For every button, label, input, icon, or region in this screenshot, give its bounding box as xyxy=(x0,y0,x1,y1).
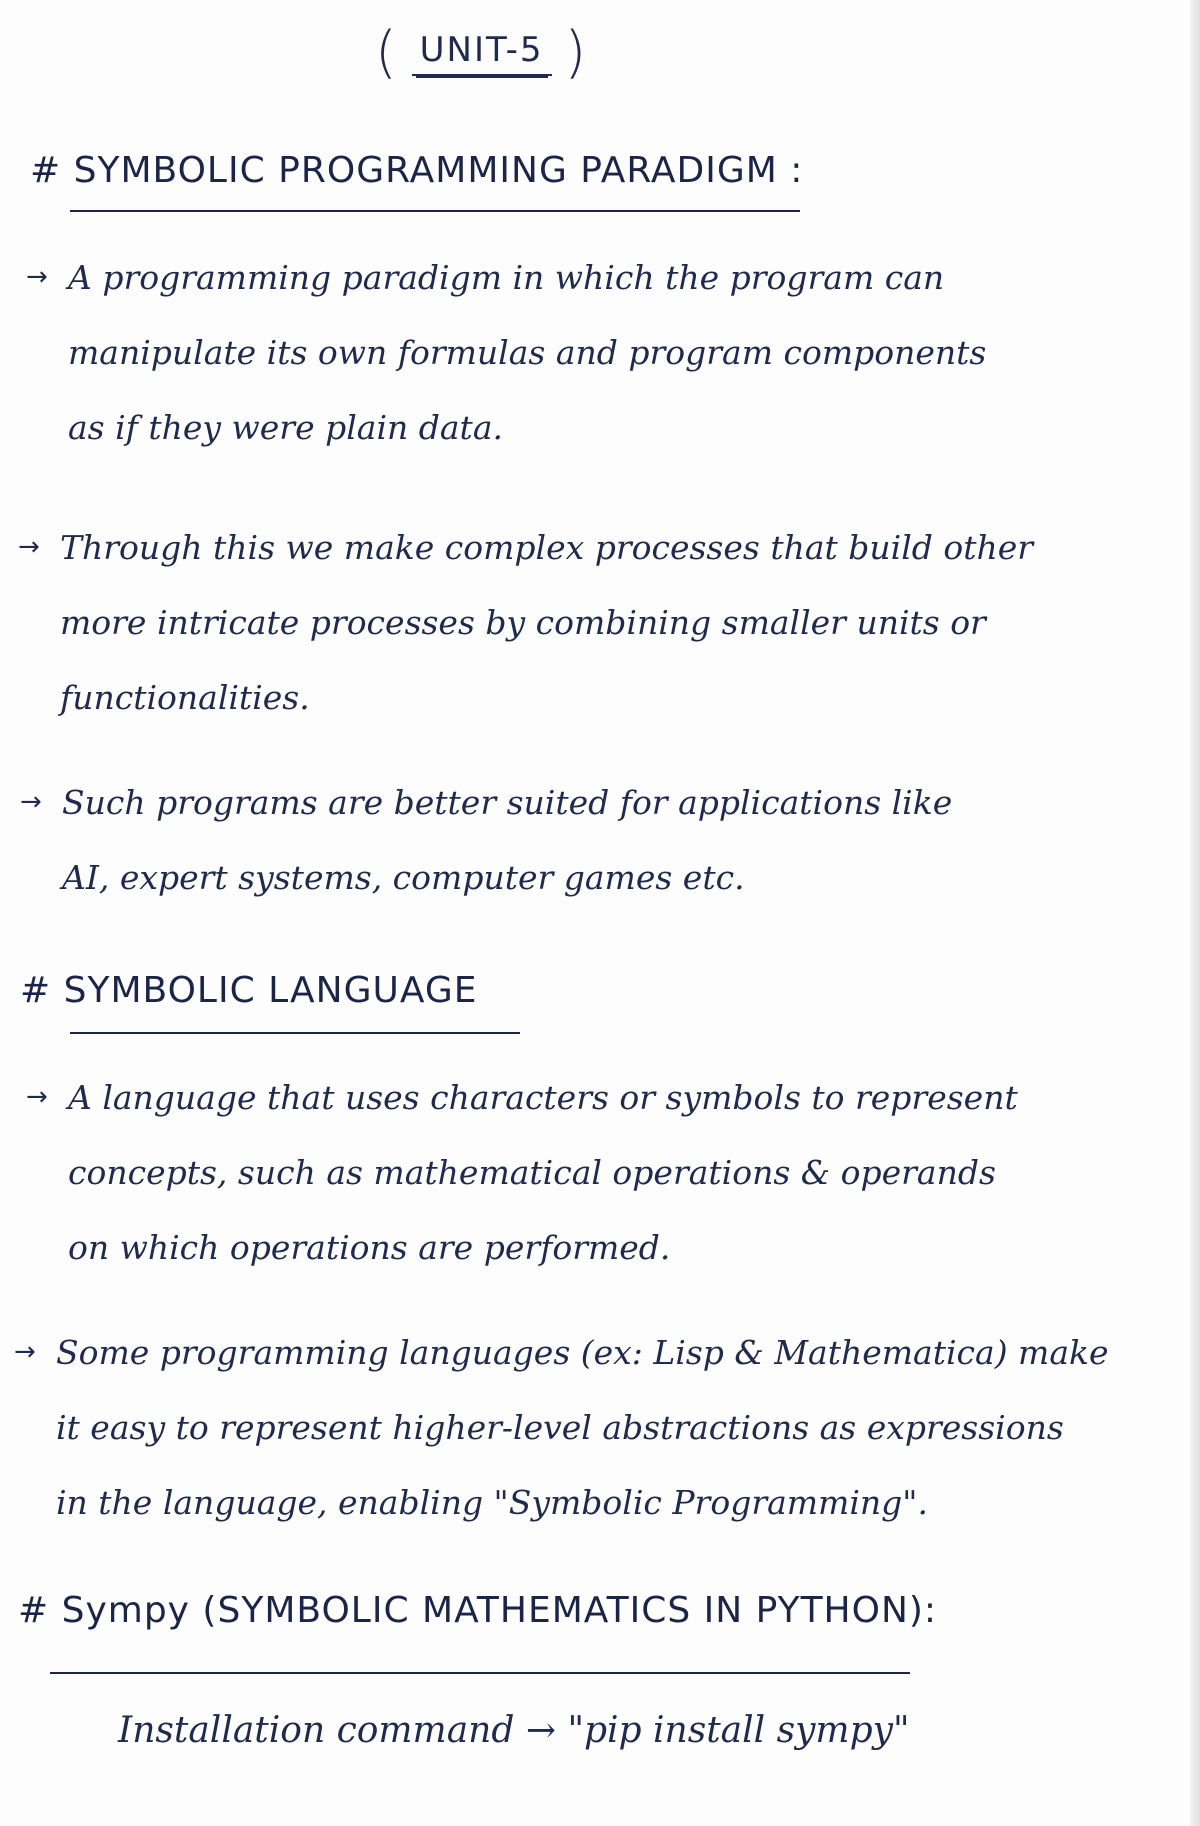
heading-underline xyxy=(70,1032,520,1034)
arrow-icon: → xyxy=(20,787,42,817)
point-1: → A programming paradigm in which the program can manipulate its own formulas and program components as if they were plain data. xyxy=(68,240,1178,465)
unit-title: ( UNIT-5 ) xyxy=(375,20,589,85)
arrow-icon: → xyxy=(26,262,48,292)
point-3: → Such programs are better suited for applications like AI, expert systems, computer games etc. xyxy=(62,765,1172,915)
page-edge xyxy=(1190,0,1200,1826)
arrow-icon: → xyxy=(26,1082,48,1112)
point-2: → Through this we make complex processes that build other more intricate processes by combining smaller units or functionalities. xyxy=(60,510,1180,735)
heading-underline xyxy=(70,210,800,212)
point-4: → A language that uses characters or symbols to represent concepts, such as mathematical operations & operands on which operations are performed. xyxy=(68,1060,1178,1285)
heading-underline xyxy=(50,1672,910,1674)
unit-title-label: UNIT-5 xyxy=(412,30,552,76)
arrow-icon: → xyxy=(14,1337,36,1367)
heading-sympy: # Sympy (SYMBOLIC MATHEMATICS IN PYTHON): xyxy=(18,1590,937,1631)
heading-symbolic-language: # SYMBOLIC LANGUAGE xyxy=(20,970,478,1011)
arrow-icon: → xyxy=(18,532,40,562)
point-5: → Some programming languages (ex: Lisp & Mathematica) make it easy to represent higher-level abstractions as expressions in the language, enabling "Symbolic Programming". xyxy=(56,1315,1186,1540)
installation-command: Installation command → "pip install sympy" xyxy=(118,1710,910,1751)
heading-symbolic-programming-paradigm: # SYMBOLIC PROGRAMMING PARADIGM : xyxy=(30,150,803,191)
